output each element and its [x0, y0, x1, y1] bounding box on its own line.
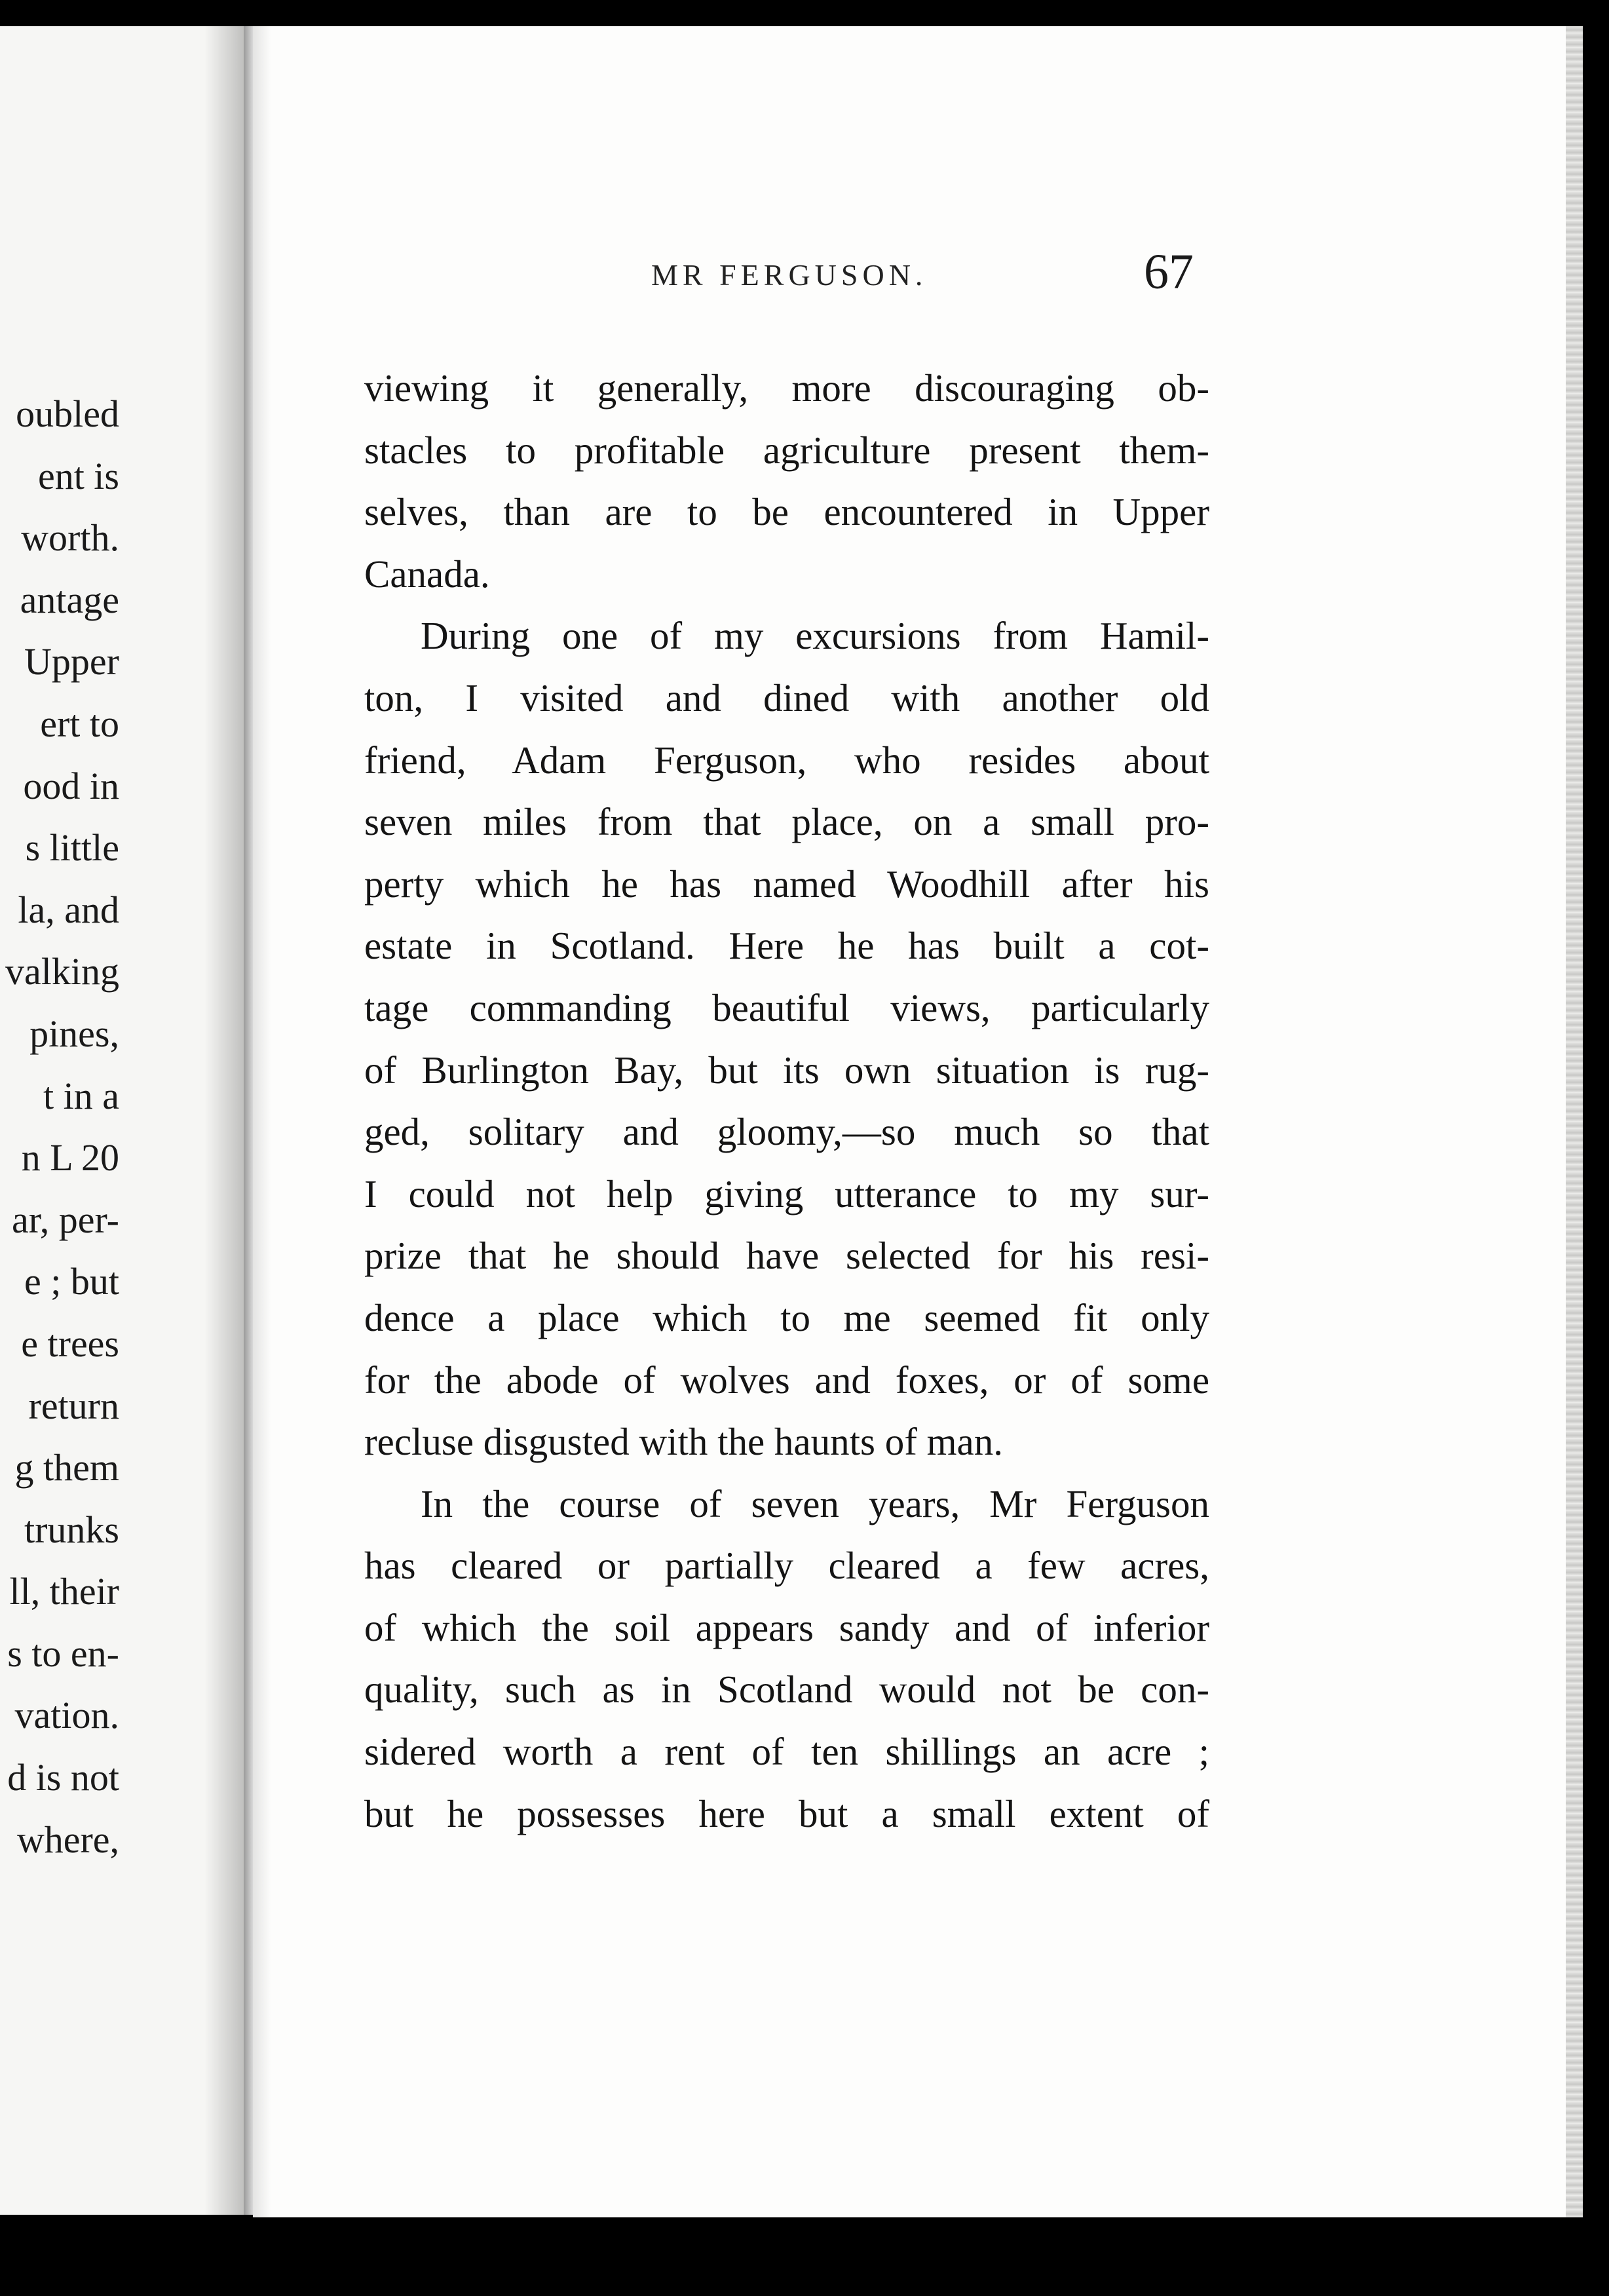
facing-line: vation.: [14, 1694, 119, 1737]
facing-page-text: [0, 383, 119, 1871]
text-line: of Burlington Bay, but its own situation is rug-: [364, 1048, 1209, 1092]
facing-line: s little: [25, 826, 119, 870]
text-line: friend, Adam Ferguson, who resides about: [364, 738, 1209, 782]
facing-line: t in a: [43, 1074, 119, 1117]
text-line: perty which he has named Woodhill after his: [364, 862, 1209, 906]
text-line: I could not help giving utterance to my sur-: [364, 1172, 1209, 1215]
text-line: ged, solitary and gloomy,—so much so that: [364, 1110, 1209, 1154]
text-line: seven miles from that place, on a small pro-: [364, 800, 1209, 844]
book-gutter: [244, 26, 253, 2215]
facing-line: pines,: [29, 1012, 119, 1055]
facing-line: antage: [20, 578, 119, 621]
text-line: recluse disgusted with the haunts of man.: [364, 1420, 1003, 1464]
facing-line: s to en-: [7, 1632, 119, 1675]
facing-line: ood in: [23, 764, 119, 807]
text-line: Canada.: [364, 552, 490, 596]
facing-line: worth.: [21, 516, 119, 560]
text-line: of which the soil appears sandy and of inferior: [364, 1605, 1209, 1649]
facing-line: e ; but: [24, 1260, 119, 1303]
facing-line: trunks: [24, 1508, 119, 1551]
text-line: but he possesses here but a small extent of: [364, 1791, 1209, 1835]
text-line: In the course of seven years, Mr Ferguson: [421, 1482, 1209, 1525]
facing-line: e trees: [21, 1322, 119, 1365]
facing-line: g them: [14, 1446, 119, 1489]
facing-line: return: [28, 1384, 119, 1427]
facing-line: d is not: [7, 1756, 119, 1799]
text-line: has cleared or partially cleared a few acres,: [364, 1544, 1209, 1588]
facing-line: n L 20: [21, 1136, 119, 1179]
page-edge-stack: [1566, 26, 1583, 2217]
text-line: selves, than are to be encountered in Upper: [364, 490, 1209, 534]
facing-line: valking: [5, 950, 119, 993]
text-line: dence a place which to me seemed fit only: [364, 1295, 1209, 1339]
text-line: quality, such as in Scotland would not be con-: [364, 1668, 1209, 1712]
facing-page-left: [0, 26, 244, 2215]
text-line: stacles to profitable agriculture present them-: [364, 428, 1209, 472]
text-line: ton, I visited and dined with another old: [364, 676, 1209, 719]
text-line: estate in Scotland. Here he has built a cot-: [364, 924, 1209, 968]
text-line: During one of my excursions from Hamil-: [421, 614, 1209, 658]
facing-line: ar, per-: [12, 1198, 119, 1241]
running-head: MR FERGUSON.: [651, 258, 928, 292]
body-text: [364, 357, 1209, 1845]
page-number: 67: [1144, 244, 1194, 299]
facing-line: oubled: [16, 392, 119, 435]
gutter-shadow: [204, 26, 244, 2215]
text-line: sidered worth a rent of ten shillings an acre ;: [364, 1730, 1209, 1774]
facing-line: Upper: [24, 640, 119, 683]
text-line: prize that he should have selected for his resi-: [364, 1234, 1209, 1278]
facing-line: where,: [16, 1818, 119, 1861]
facing-line: ent is: [37, 454, 119, 497]
facing-line: la, and: [18, 888, 119, 931]
text-line: viewing it generally, more discouraging ob-: [364, 366, 1209, 410]
facing-line: ll, their: [9, 1570, 119, 1613]
text-line: for the abode of wolves and foxes, or of some: [364, 1358, 1209, 1402]
text-line: tage commanding beautiful views, particularly: [364, 985, 1209, 1029]
page-inner-shadow: [253, 26, 271, 2217]
facing-line: ert to: [40, 702, 119, 745]
